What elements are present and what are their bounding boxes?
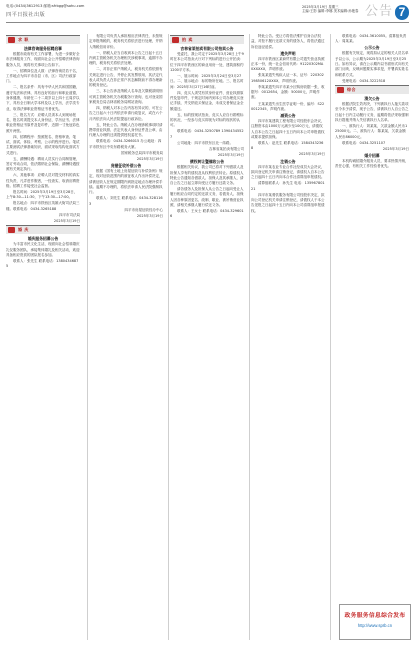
notice-paragraph: 联系电话：0434-3251107 xyxy=(342,140,386,145)
notice-paragraph: 公司地址：四平市铁东区北一纬路。 xyxy=(177,140,233,145)
section-band xyxy=(335,85,409,94)
notice-paragraph: 清算组联系人：孙先生 电话：13596780121 xyxy=(251,181,325,191)
notice-paragraph: 联系人：张先生 联系电话：13804346875 xyxy=(6,259,79,269)
notice-paragraph: 五、薪酬待遇：聘用人员实行合同制管理，签订劳动合同，依法缴纳社会保险，薪酬待遇按照有关规定执行。 xyxy=(6,156,80,172)
notice-signature: 四平市房屋征收经办中心 xyxy=(124,207,163,212)
notice-paragraph: 王某某遗失出生医学证明一份，编号：S220012345，声明作废。 xyxy=(251,101,325,111)
column-4 xyxy=(251,34,325,640)
section-marker-icon xyxy=(172,37,179,43)
footer-advert[interactable] xyxy=(339,604,411,640)
section-marker-icon xyxy=(337,87,344,93)
advert-website-link[interactable]: http://www.sprb.cn xyxy=(357,623,393,628)
notice-paragraph: 报名时间：2025年3月19日至3月28日，上午8:30—11:30，下午13:30—17:00。 xyxy=(6,190,78,200)
newspaper-page xyxy=(6,4,409,644)
notice-title: 婚介招募 xyxy=(364,153,380,159)
column-5 xyxy=(335,34,409,600)
column-1 xyxy=(6,34,80,640)
issue-date: 2025年3月19日 星期三 xyxy=(302,5,339,9)
section-marker-icon xyxy=(8,227,15,233)
section-band-title: 求 职 xyxy=(18,37,29,42)
notice-title: 遗失声明 xyxy=(280,50,296,56)
notice-paragraph: 李某某遗失四平市某小区购房收据一张，收据号：0012654，金额：50000元，声明作废。 xyxy=(251,84,325,100)
notice-paragraph: 特此公告。受让方将依法维护自身合法权益，对拒不履行还款义务的债务人，将依法通过诉讼途径追偿。 xyxy=(251,34,325,49)
notice-paragraph: 联系电话：0434-3266015 办公地址：四平市铁东区中央东路税务大厦。 xyxy=(89,139,162,149)
notice-signature: 2025年3月19日 xyxy=(298,152,325,157)
notice-paragraph: 联系人：王女士 联系电话：0434-3296016 xyxy=(170,209,244,219)
column-divider xyxy=(168,34,169,640)
notice-paragraph: 四平市某餐饮服务有限公司经股东决定，拟向公司登记机关申请注销登记，请债权人于本公告见报之日起四十五日内向本公司清算组申报债权。 xyxy=(251,192,325,213)
notice-paragraph: 根据法院生效判决，下列被执行人拖欠款项至今未予清偿，现予公告，请被执行人自公告之日起十日内主动履行义务，逾期将依法采取强制执行措施并纳入失信被执行人名单。 xyxy=(335,102,409,123)
notice-signature: 2025年3月19日 xyxy=(53,218,80,223)
issue-meta xyxy=(302,5,362,14)
notice-paragraph: 四、纳税人对本公告内容有异议的，可在公告之日起六十日内依法申请行政复议，或在六个月内依法向人民法院提起行政诉讼。 xyxy=(89,106,163,121)
notice-paragraph: 联系电话：0434-3610055。清算组负责人：周某某。 xyxy=(335,34,407,44)
notice-paragraph: 本机构诚招婚介服务人员，要求热情开朗，责任心强，有相关工作经验者优先。 xyxy=(335,159,409,169)
notice-paragraph: 四平市某农业专业合作社经成员大会决议，拟向登记机关申请注销登记，请债权人自本公告之日起四十五日内向本合作社清算组申报债权。 xyxy=(251,164,325,180)
notice-title: 公示公告 xyxy=(364,45,380,51)
column-divider xyxy=(249,34,250,640)
notice-paragraph: 一、纳税人应当自收到本公告之日起十五日内到主管税务机关办理相关涉税事项，逾期不办理的，税务机关将依法处理。 xyxy=(89,50,163,66)
notice-paragraph: 二、对非正常户纳税人，税务机关将依照有关规定进行公告，并停止其发票领用，其法定代表人或负责人在非正常户状态解除前不得办理新的税务登记。 xyxy=(89,67,163,88)
notice-signature: 国家税务总局四平市税务局 xyxy=(121,150,163,155)
notice-paragraph: 四、招聘程序：按照报名、资格审查、笔试、面试、体检、考察、公示的程序进行。笔试主要测试法律基础知识，面试采取结构化面试方式进行。 xyxy=(6,134,80,155)
notice-paragraph: 一、被执行人：刘某某，欠款金额人民币125000元。二、被执行人：陈某某，欠款金额人民币86000元。 xyxy=(335,124,408,139)
notice-paragraph: 五、特此公告。纳税人在办理涉税事项时请携带营业执照、法定代表人身份证件及公章，由代理人办理的还须提供授权委托书。 xyxy=(89,122,163,138)
notice-title: 婚庆服务招募公告 xyxy=(27,236,59,242)
notice-signature: 2025年3月19日 xyxy=(136,156,163,161)
notice-paragraph: 一、展示时间：2025年3月24日至3月27日。二、展示地点：标的物所在地。三、报名时间：2025年3月27日16时前。 xyxy=(170,74,244,89)
section-band xyxy=(6,225,80,234)
section-band-title: 拍 卖 xyxy=(182,37,193,42)
notice-paragraph: 六、其他事项：应聘人员对提交材料的真实性负责，凡弄虚作假者，一经查实，取消应聘资格。招聘工作接受社会监督。 xyxy=(6,173,80,188)
notice-paragraph: 联系电话：0434-3250789 13904345527 xyxy=(170,129,244,139)
notice-paragraph: 请各债务人及担保人从公告之日起向受让人履行相应合同约定的还款义务，若债务人、担保人因各种原因更名、改制、歇业、被吊销营业执照，请相关承继人履行偿还义务。 xyxy=(170,187,244,208)
notice-signature: 2025年3月19日 xyxy=(217,153,244,158)
notice-paragraph: 四平市铁西区某商贸有限公司遗失营业执照正本一份，统一社会信用代码：91220302MA0XXXXX，声明作废。 xyxy=(251,56,325,72)
notice-paragraph: 联系人：刘先生 联系电话：0434-3281163 xyxy=(89,196,163,206)
section-marker-icon xyxy=(8,37,15,43)
notice-signature: 2025年3月19日 xyxy=(136,213,163,218)
notice-paragraph: 三、报名方式：应聘人员须本人到现场报名，报名时须提交本人身份证、学历证书、法律职业资格证书原件及复印件，近期一寸免冠彩色照片两张。 xyxy=(6,112,80,133)
notice-paragraph: 联系人：赵先生 联系电话：15843432368 xyxy=(251,141,324,151)
section-band xyxy=(6,35,80,44)
advert-title: 政务服务信息综合发布 xyxy=(344,613,406,619)
notice-title: 吉林省某拍卖有限公司拍卖公告 xyxy=(180,46,234,51)
column-divider xyxy=(330,34,331,640)
notice-title: 法律咨询服务招聘启事 xyxy=(24,46,62,51)
notice-paragraph: 二、报名条件：具有中华人民共和国国籍，遵守宪法和法律，具有良好的品行和职业道德，身体健康，年龄在二十二周岁以上四十五周岁以下，具有全日制大学本科及以上学历，法学类专业，取得法律职业资格证书者优先。 xyxy=(6,85,80,111)
notice-paragraph: 四、竞买人须凭有效身份证件、营业执照原件及复印件，于规定时间内到本公司办理竞买登记手续，并交纳竞买保证金，未成交者保证金全额退还。 xyxy=(170,90,244,111)
column-2 xyxy=(89,34,163,640)
notice-signature: 2025年3月19日 xyxy=(382,146,409,151)
page-header xyxy=(6,4,409,26)
section-band xyxy=(170,35,244,44)
notice-paragraph: 五、标的按现状拍卖，竞买人应自行勘察标的状况，一经参与竞买即视为对标的现状的认可。 xyxy=(170,112,244,128)
notice-title: 房屋征收补偿公告 xyxy=(110,163,142,168)
header-divider xyxy=(6,22,409,23)
notice-paragraph: 三、本公告涉及纳税人名单及欠缴税款明细可到主管税务机关办税服务厅查询，也可登录国家税务总局吉林省税务局网站查询。 xyxy=(89,89,163,104)
notice-paragraph: 为丰富市民文化生活，现面向社会招募婚庆礼仪服务团队，承接集体婚礼及相关活动，欢迎具备相应资质的团队报名参加。 xyxy=(6,242,80,257)
notice-paragraph: 根据《国有土地上房屋征收与补偿条例》规定，现对征收范围内的被征收人作出补偿决定，请被征收人在规定期限内到指定地点办理补偿手续。逾期不办理的，将依法申请人民法院强制执行。 xyxy=(89,169,163,195)
notice-paragraph: 四平市某建筑工程有限公司经股东会决议，注册资本由1000万元减少至100万元，请债权人自本公告之日起四十五日内向本公司申报债权或要求提供担保。 xyxy=(251,119,325,139)
notice-paragraph: 根据有关规定，现将拟认定的相关人员名单予以公示，公示期为2025年3月19日至3月25日。如有异议，请在公示期内以书面形式向有关部门反映，反映问题要实事求是，并署真实姓名和联系方式。 xyxy=(335,51,409,77)
notice-paragraph: 根据市政府有关工作部署，为进一步做好全市法律服务工作，现面向社会公开招聘法律咨询服务人员，现将有关事项公告如下。 xyxy=(6,52,80,67)
notice-paragraph: 报名地点：四平市铁西区英雄大街司法局三楼。联系电话：0434-3265188 xyxy=(6,201,80,211)
notice-title: 清欠公告 xyxy=(364,96,380,102)
notice-paragraph: 受理电话：0434-3222518 xyxy=(342,78,386,83)
section-band-title: 综合 xyxy=(347,87,356,93)
notice-title: 债权转让暨催收公告 xyxy=(189,159,225,165)
column-divider xyxy=(87,34,88,640)
notice-paragraph: 根据相关协议，我公司已将对下列借款人及担保人享有的债权及从权利依法转让。原债权人特此公告通知各借款人、担保人及其承继人，请自公告之日起立即向受让方履行还款义务。 xyxy=(170,165,244,186)
notice-title: 注销公告 xyxy=(280,158,296,164)
editor-line: 主编:王影 编辑:李娜 美术编辑:孙艳春 xyxy=(302,9,359,14)
column-3 xyxy=(170,34,244,640)
notice-paragraph: 受委托，我公司定于2025年3月28日上午9时在本公司拍卖大厅对下列标的进行公开拍卖：位于四平市铁西区的商业用房一处，建筑面积约1200平方米。 xyxy=(170,52,244,72)
notice-signature: 四平市司法局 xyxy=(59,212,80,217)
page-number-badge: 7 xyxy=(395,5,409,20)
notice-paragraph: 有限公司负责人承担相应法律责任，未按规定申报纳税的，税务机关将依法进行处理，并纳入纳税信用评价。 xyxy=(89,34,163,49)
notice-paragraph: 一、招聘岗位及人数：法律咨询员若干名，工作地点为四平市各县（市、区）司法行政部门。 xyxy=(6,68,80,84)
contact-line: 电话:(0434)3612913 邮箱:sfrbgg@sohu.com xyxy=(6,4,85,8)
section-title: 公告 xyxy=(365,4,394,19)
notice-paragraph: 张某某遗失残疾人证一本，证号：22030219850612XXXX，声明作废。 xyxy=(251,73,324,83)
notice-title: 减资公告 xyxy=(280,112,296,118)
section-band-title: 婚 庆 xyxy=(18,227,29,233)
notice-signature: 吉林省某拍卖有限公司 xyxy=(209,146,244,151)
masthead-brand: 四平日报社出版 xyxy=(6,12,46,18)
